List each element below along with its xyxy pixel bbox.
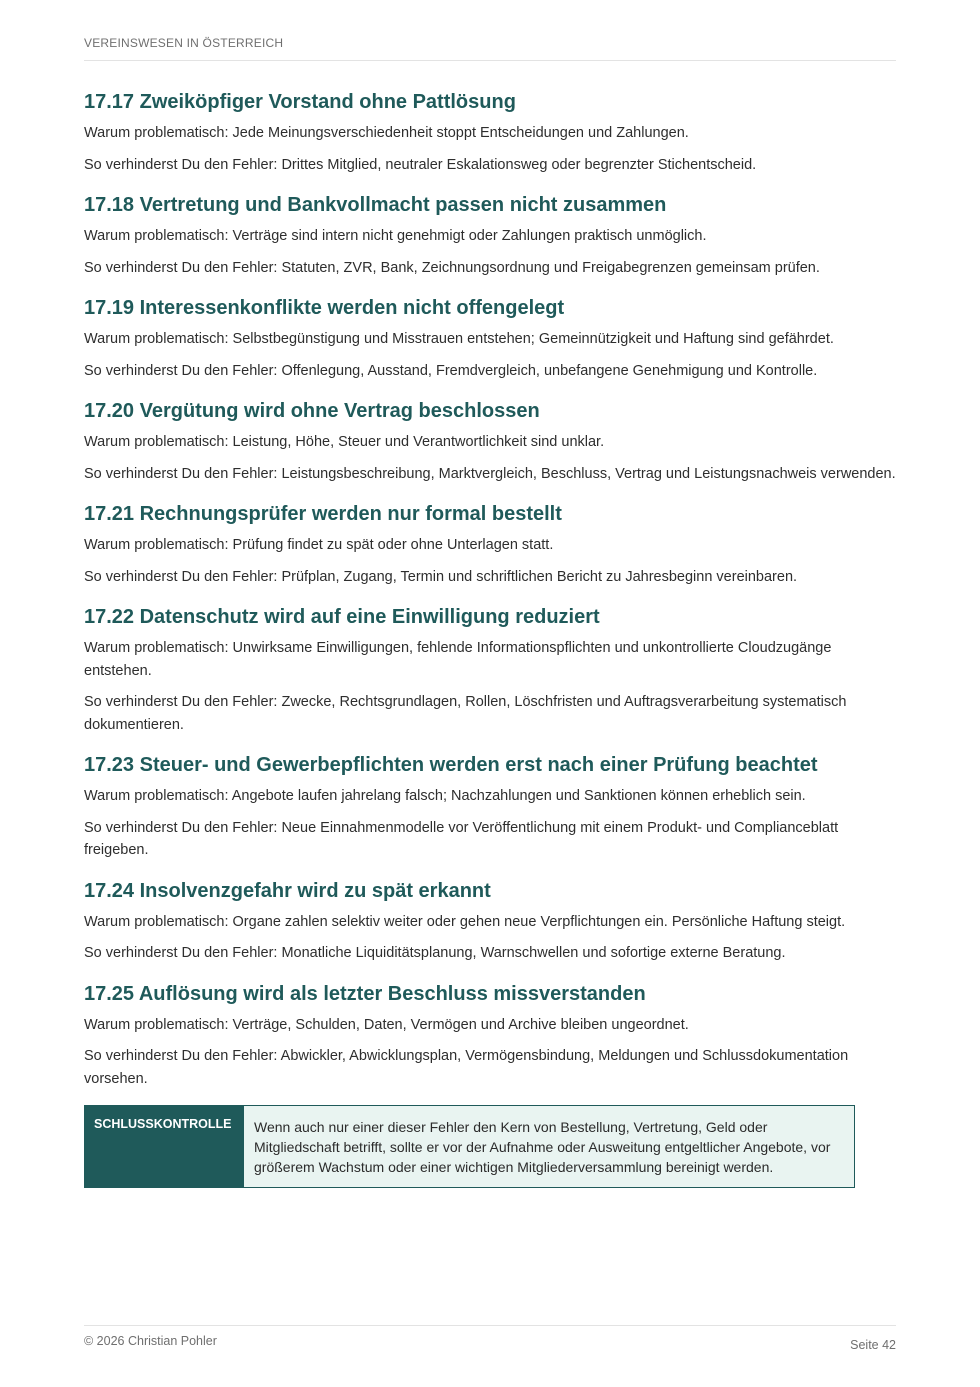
section-heading: 17.21 Rechnungsprüfer werden nur formal bestellt <box>84 503 562 525</box>
section-heading: 17.18 Vertretung und Bankvollmacht passen nicht zusammen <box>84 194 667 216</box>
problem-text: Warum problematisch: Selbstbegünstigung und Misstrauen entstehen; Gemeinnützigkeit und Haftung sind gefährdet. <box>84 331 834 347</box>
document-body <box>84 88 896 1188</box>
problem-text: Warum problematisch: Prüfung findet zu spät oder ohne Unterlagen statt. <box>84 537 554 553</box>
callout-text: Wenn auch nur einer dieser Fehler den Kern von Bestellung, Vertretung, Geld oder Mitgliedschaft betrifft, sollte er vor der Aufnahme oder Ausweitung entgeltlicher Angebote, vor größerem Wachstum oder einer wichtigen Mitgliederversammlung bereinigt werden. <box>244 1106 854 1187</box>
solution-text: So verhinderst Du den Fehler: Monatliche Liquiditätsplanung, Warnschwellen und sofortige externe Beratung. <box>84 945 786 961</box>
problem-text: Warum problematisch: Unwirksame Einwilligungen, fehlende Informationspflichten und unkontrollierte Cloudzugänge entstehen. <box>84 640 832 679</box>
copyright-text: © 2026 Christian Pohler <box>84 1334 217 1348</box>
solution-text: So verhinderst Du den Fehler: Zwecke, Rechtsgrundlagen, Rollen, Löschfristen und Auftragsverarbeitung systematisch dokumentieren. <box>84 694 847 733</box>
page-number: Seite 42 <box>850 1338 896 1352</box>
section-heading: 17.19 Interessenkonflikte werden nicht offengelegt <box>84 297 565 319</box>
solution-text: So verhinderst Du den Fehler: Prüfplan, Zugang, Termin und schriftlichen Bericht zu Jahresbeginn vereinbaren. <box>84 568 798 585</box>
section-17-25 <box>84 980 896 1091</box>
problem-text: Warum problematisch: Angebote laufen jahrelang falsch; Nachzahlungen und Sanktionen können erheblich sein. <box>84 788 806 804</box>
problem-text: Warum problematisch: Leistung, Höhe, Steuer und Verantwortlichkeit sind unklar. <box>84 434 605 450</box>
solution-text: So verhinderst Du den Fehler: Offenlegung, Ausstand, Fremdvergleich, unbefangene Genehmigung und Kontrolle. <box>84 362 818 379</box>
section-heading: 17.23 Steuer- und Gewerbepflichten werden erst nach einer Prüfung beachtet <box>84 754 818 776</box>
section-17-17 <box>84 88 896 176</box>
problem-text: Warum problematisch: Verträge sind intern nicht genehmigt oder Zahlungen praktisch unmöglich. <box>84 228 707 244</box>
solution-text: So verhinderst Du den Fehler: Drittes Mitglied, neutraler Eskalationsweg oder begrenzter Stichentscheid. <box>84 156 757 173</box>
section-heading: 17.24 Insolvenzgefahr wird zu spät erkannt <box>84 879 491 902</box>
solution-text: So verhinderst Du den Fehler: Neue Einnahmenmodelle vor Veröffentlichung mit einem Produkt- und Complianceblatt freigeben. <box>84 819 839 858</box>
running-header: VEREINSWESEN IN ÖSTERREICH <box>84 36 896 61</box>
section-heading: 17.17 Zweiköpfiger Vorstand ohne Pattlösung <box>84 91 516 113</box>
problem-text: Warum problematisch: Organe zahlen selektiv weiter oder gehen neue Verpflichtungen ein. Persönliche Haftung steigt. <box>84 913 846 930</box>
section-17-18 <box>84 191 896 279</box>
section-heading: 17.20 Vergütung wird ohne Vertrag beschlossen <box>84 400 540 422</box>
callout-label: SCHLUSSKONTROLLE <box>84 1106 244 1187</box>
problem-text: Warum problematisch: Verträge, Schulden, Daten, Vermögen und Archive bleiben ungeordnet. <box>84 1016 689 1033</box>
solution-text: So verhinderst Du den Fehler: Leistungsbeschreibung, Marktvergleich, Beschluss, Vertrag und Leistungsnachweis verwenden. <box>84 465 896 482</box>
section-17-19 <box>84 294 896 382</box>
section-17-23 <box>84 751 896 862</box>
final-check-callout <box>84 1105 855 1188</box>
section-17-21 <box>84 500 896 588</box>
section-heading: 17.25 Auflösung wird als letzter Beschluss missverstanden <box>84 982 646 1005</box>
page-footer <box>84 1325 896 1352</box>
solution-text: So verhinderst Du den Fehler: Statuten, ZVR, Bank, Zeichnungsordnung und Freigabegrenzen gemeinsam prüfen. <box>84 259 820 276</box>
section-17-24 <box>84 877 896 965</box>
solution-text: So verhinderst Du den Fehler: Abwickler, Abwicklungsplan, Vermögensbindung, Meldungen und Schlussdokumentation vorsehen. <box>84 1048 849 1087</box>
problem-text: Warum problematisch: Jede Meinungsverschiedenheit stoppt Entscheidungen und Zahlungen. <box>84 125 689 141</box>
section-heading: 17.22 Datenschutz wird auf eine Einwilligung reduziert <box>84 606 600 628</box>
section-17-22 <box>84 603 896 736</box>
section-17-20 <box>84 397 896 485</box>
